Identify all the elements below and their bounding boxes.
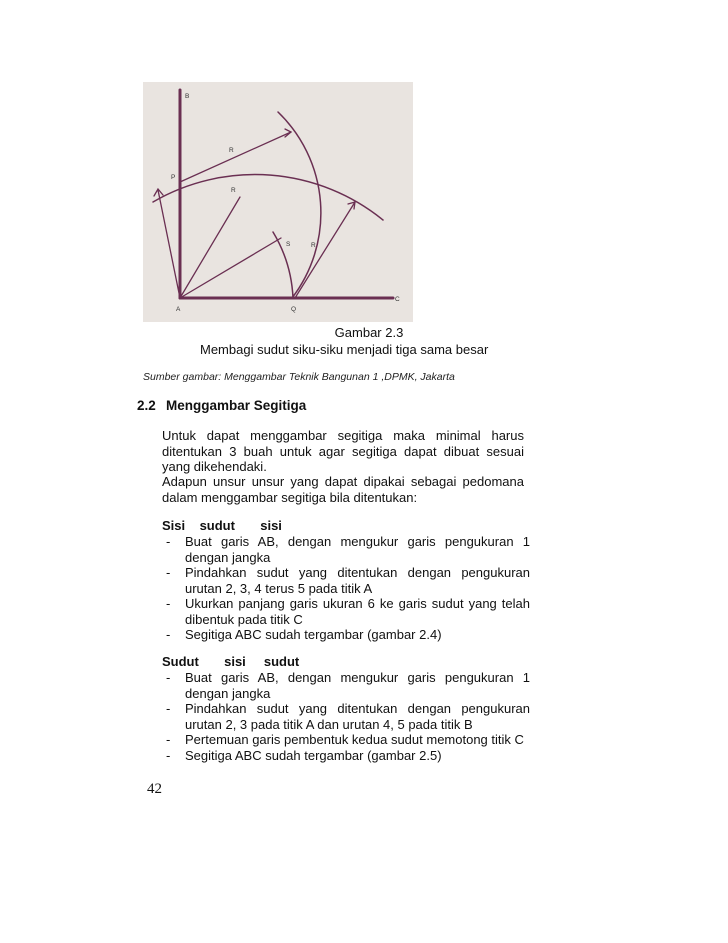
label-B: B bbox=[185, 93, 190, 100]
list-item bbox=[162, 534, 530, 565]
figure-caption-subtitle: Membagi sudut siku-siku menjadi tiga sama besar bbox=[200, 342, 489, 357]
list-item bbox=[162, 596, 530, 627]
page-number: 42 bbox=[147, 781, 162, 797]
step-text: Buat garis AB, dengan mengukur garis pengukuran 1 dengan jangka bbox=[185, 670, 530, 701]
list-item bbox=[162, 565, 530, 596]
intro-paragraph-1: Untuk dapat menggambar segitiga maka minimal harus ditentukan 3 buah untuk agar segitiga dapat dibuat sesuai yang dikehendaki. bbox=[162, 428, 524, 474]
list-dash: - bbox=[166, 701, 171, 716]
section-number: 2.2 bbox=[137, 398, 156, 413]
trisector-lower bbox=[180, 238, 281, 298]
method-steps-sss bbox=[162, 534, 530, 643]
section-title: Menggambar Segitiga bbox=[166, 398, 307, 413]
list-dash: - bbox=[166, 596, 171, 611]
intro-paragraph-2: Adapun unsur unsur yang dapat dipakai sebagai pedomana dalam menggambar segitiga bila ditentukan: bbox=[162, 474, 524, 505]
label-P: P bbox=[171, 174, 176, 181]
step-text: Pindahkan sudut yang ditentukan dengan pengukuran urutan 2, 3 pada titik A dan urutan 4, 5 pada titik B bbox=[185, 701, 530, 732]
list-item bbox=[162, 701, 530, 732]
list-item bbox=[162, 748, 530, 764]
list-item bbox=[162, 732, 530, 748]
section-heading bbox=[137, 398, 306, 413]
figure-caption-title: Gambar 2.3 bbox=[334, 325, 404, 340]
list-dash: - bbox=[166, 565, 171, 580]
step-text: Ukurkan panjang garis ukuran 6 ke garis sudut yang telah dibentuk pada titik C bbox=[185, 596, 530, 627]
label-R2: R bbox=[231, 187, 236, 194]
line-A-left bbox=[158, 190, 180, 298]
list-dash: - bbox=[166, 534, 171, 549]
label-S: S bbox=[286, 241, 291, 248]
step-text: Buat garis AB, dengan mengukur garis pengukuran 1 dengan jangka bbox=[185, 534, 530, 565]
list-dash: - bbox=[166, 732, 171, 747]
list-dash: - bbox=[166, 670, 171, 685]
figure-source: Sumber gambar: Menggambar Teknik Bangunan 1 ,DPMK, Jakarta bbox=[143, 371, 455, 383]
arc-from-P bbox=[278, 112, 321, 298]
step-text: Segitiga ABC sudah tergambar (gambar 2.4) bbox=[185, 627, 442, 642]
line-P-R bbox=[180, 132, 291, 182]
method-heading-ssd: Sudut sisi sudut bbox=[162, 654, 300, 669]
label-A: A bbox=[176, 306, 181, 313]
list-item bbox=[162, 670, 530, 701]
step-text: Pindahkan sudut yang ditentukan dengan pengukuran urutan 2, 3, 4 terus 5 pada titik A bbox=[185, 565, 530, 596]
figure-angle-trisection bbox=[143, 82, 413, 322]
step-text: Segitiga ABC sudah tergambar (gambar 2.5) bbox=[185, 747, 442, 763]
label-Q: Q bbox=[291, 306, 297, 313]
step-text: Pertemuan garis pembentuk kedua sudut memotong titik C bbox=[185, 732, 524, 747]
angle-trisection-diagram bbox=[143, 82, 413, 322]
label-R1: R bbox=[229, 147, 234, 154]
list-dash: - bbox=[166, 747, 171, 763]
trisector-upper bbox=[180, 197, 240, 298]
line-Q-R bbox=[295, 202, 355, 298]
list-dash: - bbox=[166, 627, 171, 642]
label-R3: R bbox=[311, 242, 316, 249]
method-steps-ssd bbox=[162, 670, 530, 763]
label-C: C bbox=[395, 296, 400, 303]
list-item bbox=[162, 627, 530, 643]
method-heading-sss: Sisi sudut sisi bbox=[162, 518, 282, 533]
